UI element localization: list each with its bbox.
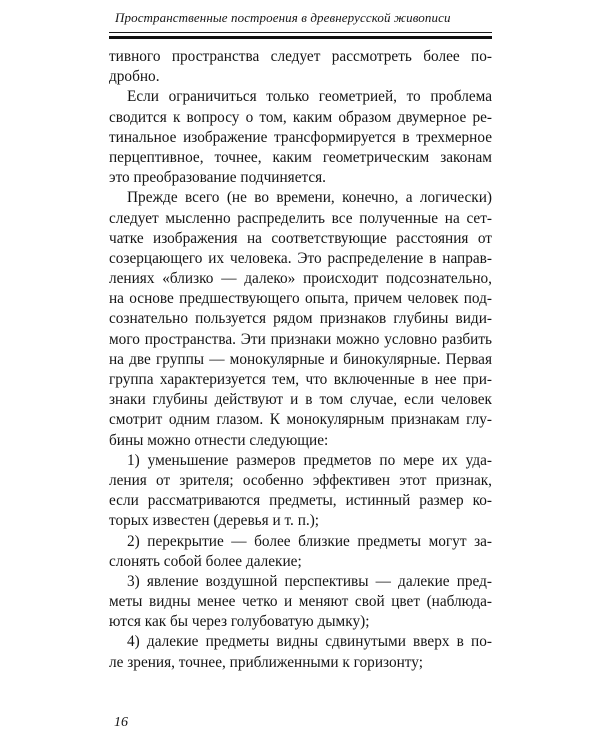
text-line: группа характеризуется тем, что включенные в нее при- [109, 371, 492, 388]
list-item-2: 2) перекрытие — более близкие предметы могут за- [127, 532, 492, 550]
text-line: торых известен (деревья и т. п.); [109, 512, 320, 530]
list-item-3: 3) явление воздушной перспективы — далекие пред- [127, 572, 492, 590]
text-line: Прежде всего (не во времени, конечно, а логически) [127, 189, 492, 207]
header-rule-thin [109, 32, 492, 33]
text-line: ются как бы через голубоватую дымку); [109, 613, 370, 631]
running-header-title: Пространственные построения в древнерусской живописи [115, 10, 451, 25]
list-item-4: 4) далекие предметы видны сдвинутыми вверх в по- [127, 633, 492, 651]
text-line: сводится к вопросу о том, каким образом двумерное ре- [109, 108, 492, 126]
text-line: ления от зрителя; особенно эффективен этот признак, [109, 471, 492, 489]
text-line: смотрит одним глазом. К монокулярным признакам глу- [109, 411, 492, 429]
running-header [109, 6, 492, 30]
text-line: перцептивное, точнее, каким геометрическим законам [109, 148, 492, 166]
text-line: на две группы — монокулярные и бинокулярные. Первая [109, 350, 492, 368]
text-line: на основе предшествующего опыта, причем человек под- [109, 290, 492, 308]
text-line: слонять собой более далекие; [109, 552, 302, 570]
text-line: сознательно пользуется рядом признаков глубины види- [109, 310, 492, 328]
text-line: меты видны менее четко и меняют свой цвет (наблюда- [109, 593, 492, 611]
text-line: тинальное изображение трансформируется в трехмерное [109, 128, 492, 146]
body-text [109, 47, 492, 673]
text-line: лениях «близко — далеко» происходит подсознательно, [109, 270, 492, 288]
text-line: если рассматриваются предметы, истинный размер ко- [109, 492, 492, 510]
text-line: ле зрения, точнее, приближенными к горизонту; [109, 653, 423, 671]
text-line: тивного пространства следует рассмотреть более по- [109, 48, 492, 65]
text-line: Если ограничиться только геометрией, то проблема [127, 88, 492, 106]
text-line: созерцающего их человека. Это распределение в направ- [109, 249, 492, 267]
text-line: знаки глубины действуют и в том случае, если человек [109, 391, 492, 409]
text-line: бины можно отнести следующие: [109, 431, 329, 449]
text-line: следует мысленно распределить все полученные на сет- [109, 209, 492, 227]
text-line: чатке изображения на соответствующие расстояния от [109, 229, 492, 247]
text-line: это преобразование подчиняется. [109, 169, 327, 187]
text-line: мого пространства. Эти признаки можно условно разбить [109, 330, 492, 348]
text-line: дробно. [109, 68, 160, 86]
list-item-1: 1) уменьшение размеров предметов по мере их уда- [127, 451, 492, 469]
page-number: 16 [114, 715, 128, 730]
header-rule-thick [109, 36, 492, 39]
